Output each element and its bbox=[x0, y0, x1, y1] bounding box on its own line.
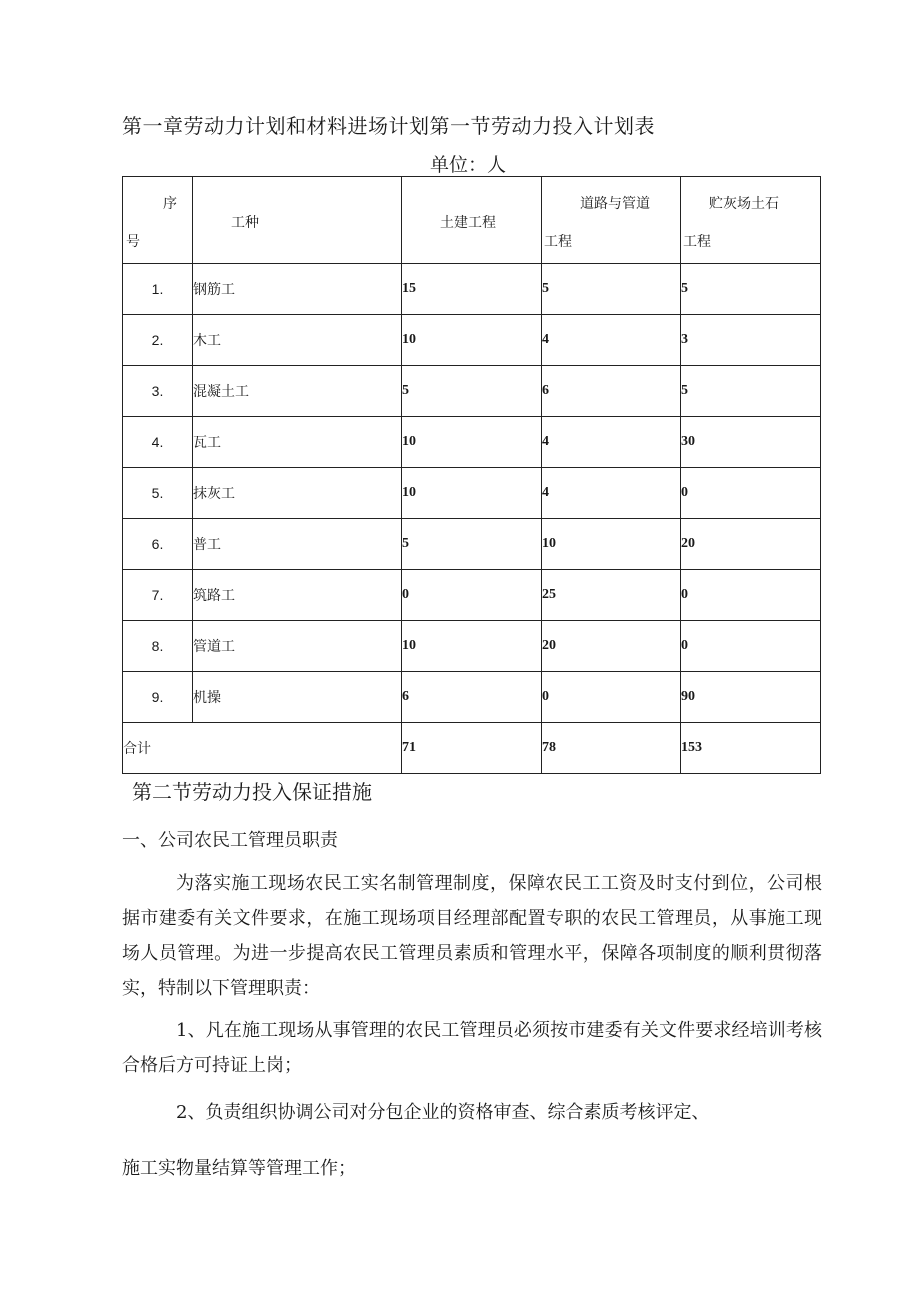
row-ash-value: 0 bbox=[681, 621, 821, 672]
total-civil-value: 71 bbox=[402, 723, 542, 774]
row-worker-type: 钢筋工 bbox=[193, 264, 402, 315]
row-civil-value: 10 bbox=[402, 417, 542, 468]
row-index: 6. bbox=[123, 519, 193, 570]
row-index: 5. bbox=[123, 468, 193, 519]
row-worker-type: 管道工 bbox=[193, 621, 402, 672]
row-index: 2. bbox=[123, 315, 193, 366]
row-worker-type: 抹灰工 bbox=[193, 468, 402, 519]
row-ash-value: 30 bbox=[681, 417, 821, 468]
row-road-value: 4 bbox=[542, 468, 681, 519]
row-road-value: 5 bbox=[542, 264, 681, 315]
row-worker-type: 瓦工 bbox=[193, 417, 402, 468]
table-row bbox=[123, 468, 821, 519]
row-ash-value: 5 bbox=[681, 366, 821, 417]
row-civil-value: 5 bbox=[402, 519, 542, 570]
header-index-cell bbox=[123, 177, 193, 264]
row-road-value: 4 bbox=[542, 417, 681, 468]
header-type: 工种 bbox=[231, 215, 259, 231]
total-road-value: 78 bbox=[542, 723, 681, 774]
table-row bbox=[123, 621, 821, 672]
section-title: 第二节劳动力投入保证措施 bbox=[132, 780, 372, 804]
chapter-title: 第一章劳动力计划和材料进场计划第一节劳动力投入计划表 bbox=[122, 114, 655, 138]
row-index: 1. bbox=[123, 264, 193, 315]
row-ash-value: 20 bbox=[681, 519, 821, 570]
row-index: 4. bbox=[123, 417, 193, 468]
row-ash-value: 0 bbox=[681, 570, 821, 621]
row-index: 8. bbox=[123, 621, 193, 672]
header-civil: 土建工程 bbox=[440, 215, 496, 231]
row-civil-value: 5 bbox=[402, 366, 542, 417]
row-civil-value: 10 bbox=[402, 621, 542, 672]
row-worker-type: 普工 bbox=[193, 519, 402, 570]
table-row bbox=[123, 672, 821, 723]
table-row bbox=[123, 264, 821, 315]
table-row bbox=[123, 570, 821, 621]
row-index: 7. bbox=[123, 570, 193, 621]
table-total-row bbox=[123, 723, 821, 774]
row-road-value: 6 bbox=[542, 366, 681, 417]
header-index-bottom: 号 bbox=[126, 234, 140, 250]
row-road-value: 0 bbox=[542, 672, 681, 723]
row-worker-type: 木工 bbox=[193, 315, 402, 366]
header-type-cell bbox=[193, 177, 402, 264]
row-ash-value: 0 bbox=[681, 468, 821, 519]
row-index: 3. bbox=[123, 366, 193, 417]
row-worker-type: 混凝土工 bbox=[193, 366, 402, 417]
header-road-top: 道路与管道 bbox=[580, 196, 650, 212]
table-header-row bbox=[123, 177, 821, 264]
header-ash-cell bbox=[681, 177, 821, 264]
header-road-bottom: 工程 bbox=[544, 234, 572, 250]
duty-item-1: 1、凡在施工现场从事管理的农民工管理员必须按市建委有关文件要求经培训考核合格后方可持证上岗； bbox=[122, 1020, 822, 1076]
header-ash-top: 贮灰场土石 bbox=[709, 196, 779, 212]
row-road-value: 20 bbox=[542, 621, 681, 672]
row-road-value: 4 bbox=[542, 315, 681, 366]
duty-item-2-line-1: 2、负责组织协调公司对分包企业的资格审查、综合素质考核评定、 bbox=[176, 1102, 710, 1123]
row-civil-value: 0 bbox=[402, 570, 542, 621]
total-ash-value: 153 bbox=[681, 723, 821, 774]
row-worker-type: 机操 bbox=[193, 672, 402, 723]
subsection-title: 一、公司农民工管理员职责 bbox=[122, 830, 338, 851]
header-index-top: 序 bbox=[163, 196, 177, 212]
table-row bbox=[123, 417, 821, 468]
unit-label: 单位：人 bbox=[430, 154, 507, 176]
row-road-value: 10 bbox=[542, 519, 681, 570]
body-paragraph: 为落实施工现场农民工实名制管理制度，保障农民工工资及时支付到位，公司根据市建委有关文件要求，在施工现场项目经理部配置专职的农民工管理员，从事施工现场人员管理。为进一步提高农民工管理员素质和管理水平，保障各项制度的顺利贯彻落实，特制以下管理职责： bbox=[122, 873, 822, 999]
table-row bbox=[123, 315, 821, 366]
row-road-value: 25 bbox=[542, 570, 681, 621]
total-label: 合计 bbox=[123, 723, 402, 774]
table-row bbox=[123, 366, 821, 417]
row-ash-value: 3 bbox=[681, 315, 821, 366]
row-ash-value: 5 bbox=[681, 264, 821, 315]
row-index: 9. bbox=[123, 672, 193, 723]
row-civil-value: 10 bbox=[402, 315, 542, 366]
row-ash-value: 90 bbox=[681, 672, 821, 723]
header-road-cell bbox=[542, 177, 681, 264]
row-worker-type: 筑路工 bbox=[193, 570, 402, 621]
labor-plan-table bbox=[122, 176, 821, 774]
duty-item-2-line-2: 施工实物量结算等管理工作； bbox=[122, 1158, 356, 1179]
header-ash-bottom: 工程 bbox=[683, 234, 711, 250]
row-civil-value: 15 bbox=[402, 264, 542, 315]
table-row bbox=[123, 519, 821, 570]
header-civil-cell bbox=[402, 177, 542, 264]
row-civil-value: 6 bbox=[402, 672, 542, 723]
row-civil-value: 10 bbox=[402, 468, 542, 519]
